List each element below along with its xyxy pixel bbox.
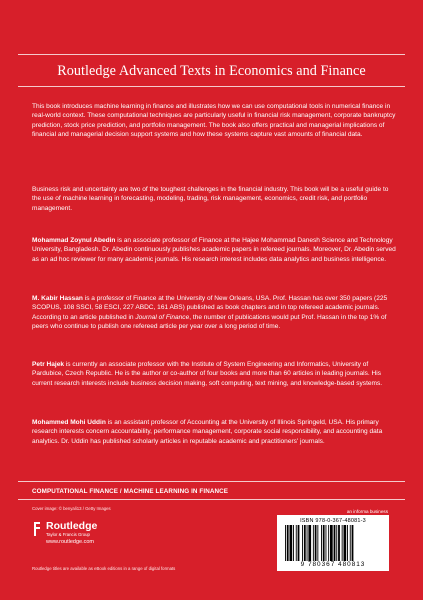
cover-credit: Cover image: © benyali13 / Getty Images [32, 506, 111, 511]
author-bio-text: is an associate professor of Finance at the Hajee Mohammad Danesh Science and Technology University, Bangladesh. Dr. Abedin continuously publishes academic papers in refereed journals. Moreover, Dr. Abedin served as an ad hoc reviewer for many academic journals. His research interest includes data analytics and business intelligence. [32, 237, 396, 263]
barcode-panel [277, 515, 389, 571]
subject-rule [18, 481, 405, 482]
author-bio-text: is a professor of Finance at the University of New Orleans, USA. Prof. Hassan has over 350 papers (225 SCOPUS, 108 SSCI, 58 ESCI, 227 ABDC, 161 ABS) published as book chapters and in top refereed academic journals. According to an article published in [32, 295, 388, 321]
author-bio-text: is currently an associate professor with the Institute of System Engineering and Informatics, University of Pardubice, Czech Republic. He is the author or co-author of four books and more than 60 articles in leading journals. His current research interests include business decision making, soft computing, text mining, and knowledge-based systems. [32, 361, 383, 387]
informa-tagline: an informa business [346, 509, 388, 514]
subject-category: COMPUTATIONAL FINANCE / MACHINE LEARNING IN FINANCE [32, 488, 229, 495]
author-bio [32, 418, 396, 446]
subject-rule-bottom [18, 499, 405, 500]
barcode-icon [285, 525, 381, 561]
intro-text: This book introduces machine learning in finance and illustrates how we can use computational tools in numerical finance in real-world context. These computational techniques are particularly useful in financial risk management, corporate bankruptcy prediction, stock price prediction, and portfolio management. The book also offers practical and managerial implications of financial and managerial decision support systems and how these systems capture vast amounts of financial data. [32, 103, 396, 138]
series-title: Routledge Advanced Texts in Economics and Finance [57, 63, 366, 79]
author-name: Petr Hajek [32, 361, 65, 368]
publisher-name: Routledge [46, 520, 98, 532]
author-name: M. Kabir Hassan [32, 295, 83, 302]
author-bio-text: is an assistant professor of Accounting at the University of Illinois Springeld, USA. His primary research interests concern accountability, performance management, corporate social responsibility, and accounting data analytics. Dr. Uddin has published scholarly articles in reputable academic and practitioners' journals. [32, 419, 383, 445]
ebook-note: Routledge titles are available as eBook editions in a range of digital formats [32, 566, 176, 571]
author-bio [32, 294, 396, 331]
routledge-logo-icon [32, 521, 42, 537]
ean-digits: 9 780367 480813 [300, 561, 366, 568]
journal-title: Journal of Finance [135, 313, 190, 321]
publisher-tagline: Taylor & Francis Group [46, 532, 90, 537]
intro-paragraph-2 [32, 185, 396, 213]
isbn: ISBN 978-0-367-48081-3 [300, 518, 366, 524]
series-rule [18, 86, 405, 87]
top-rule [18, 54, 405, 55]
author-bio-text: , the number of publications would put Prof. Hassan in the top 1% of peers who continue to publish one refereed article per year over a long period of time. [32, 313, 387, 330]
publisher-url: www.routledge.com [46, 539, 94, 545]
intro-text-2: Business risk and uncertainty are two of the toughest challenges in the financial industry. This book will be a useful guide to the use of machine learning in forecasting, modeling, trading, risk management, economics, credit risk, and portfolio management. [32, 186, 389, 212]
author-name: Mohammad Zoynul Abedin [32, 237, 116, 244]
author-bio [32, 360, 396, 388]
author-bio [32, 236, 396, 264]
publisher-logo [32, 521, 97, 546]
author-name: Mohammed Mohi Uddin [32, 419, 106, 426]
intro-paragraph [32, 102, 396, 139]
